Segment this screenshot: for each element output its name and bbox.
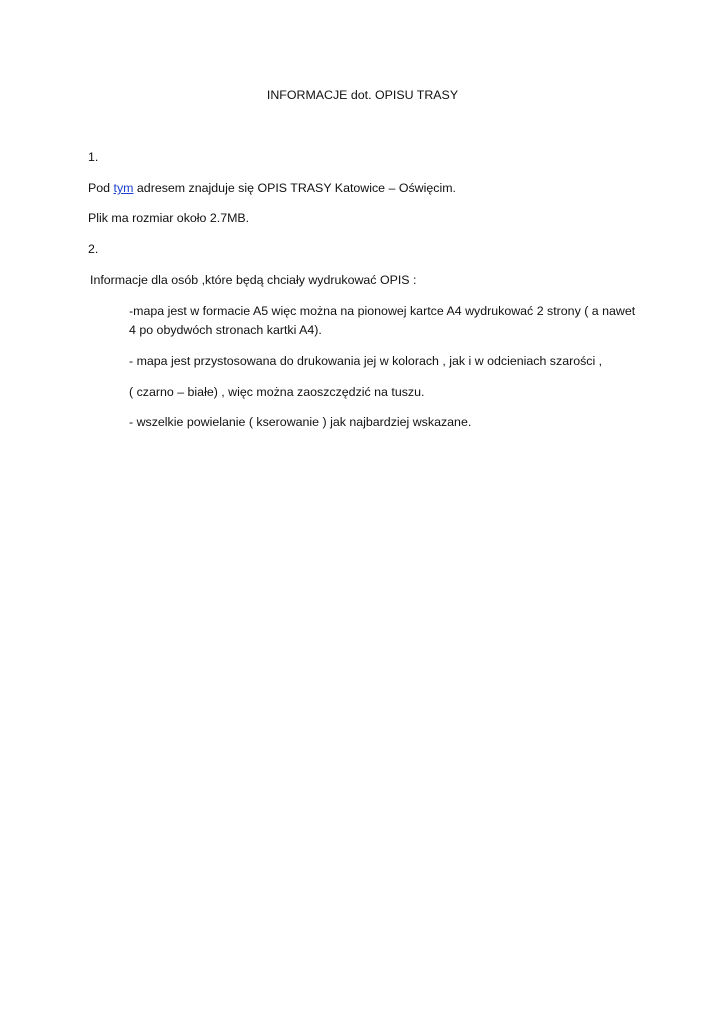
- bullet-color-printing: - mapa jest przystosowana do drukowania jej w kolorach , jak i w odcieniach szarości ,: [129, 354, 603, 368]
- route-address-prefix: Pod: [88, 181, 114, 195]
- file-size-text: Plik ma rozmiar około 2.7MB.: [88, 211, 250, 225]
- bullet-format-line-2: 4 po obydwóch stronach kartki A4).: [129, 323, 322, 337]
- section-number-2: 2.: [88, 242, 99, 256]
- bullet-grayscale: ( czarno – białe) , więc można zaoszczędzić na tuszu.: [129, 385, 425, 399]
- route-description-link[interactable]: tym: [113, 181, 134, 195]
- section-number-1: 1.: [88, 150, 99, 164]
- route-address-suffix: adresem znajduje się OPIS TRASY Katowice – Oświęcim.: [133, 181, 456, 195]
- document-title: INFORMACJE dot. OPISU TRASY: [266, 88, 459, 102]
- bullet-format-line-1: -mapa jest w formacie A5 więc można na pionowej kartce A4 wydrukować 2 strony ( a nawet: [129, 304, 636, 318]
- route-address-paragraph: [88, 180, 456, 196]
- printing-info-intro: Informacje dla osób ,które będą chciały wydrukować OPIS :: [90, 273, 417, 287]
- bullet-copying: - wszelkie powielanie ( kserowanie ) jak najbardziej wskazane.: [129, 415, 472, 429]
